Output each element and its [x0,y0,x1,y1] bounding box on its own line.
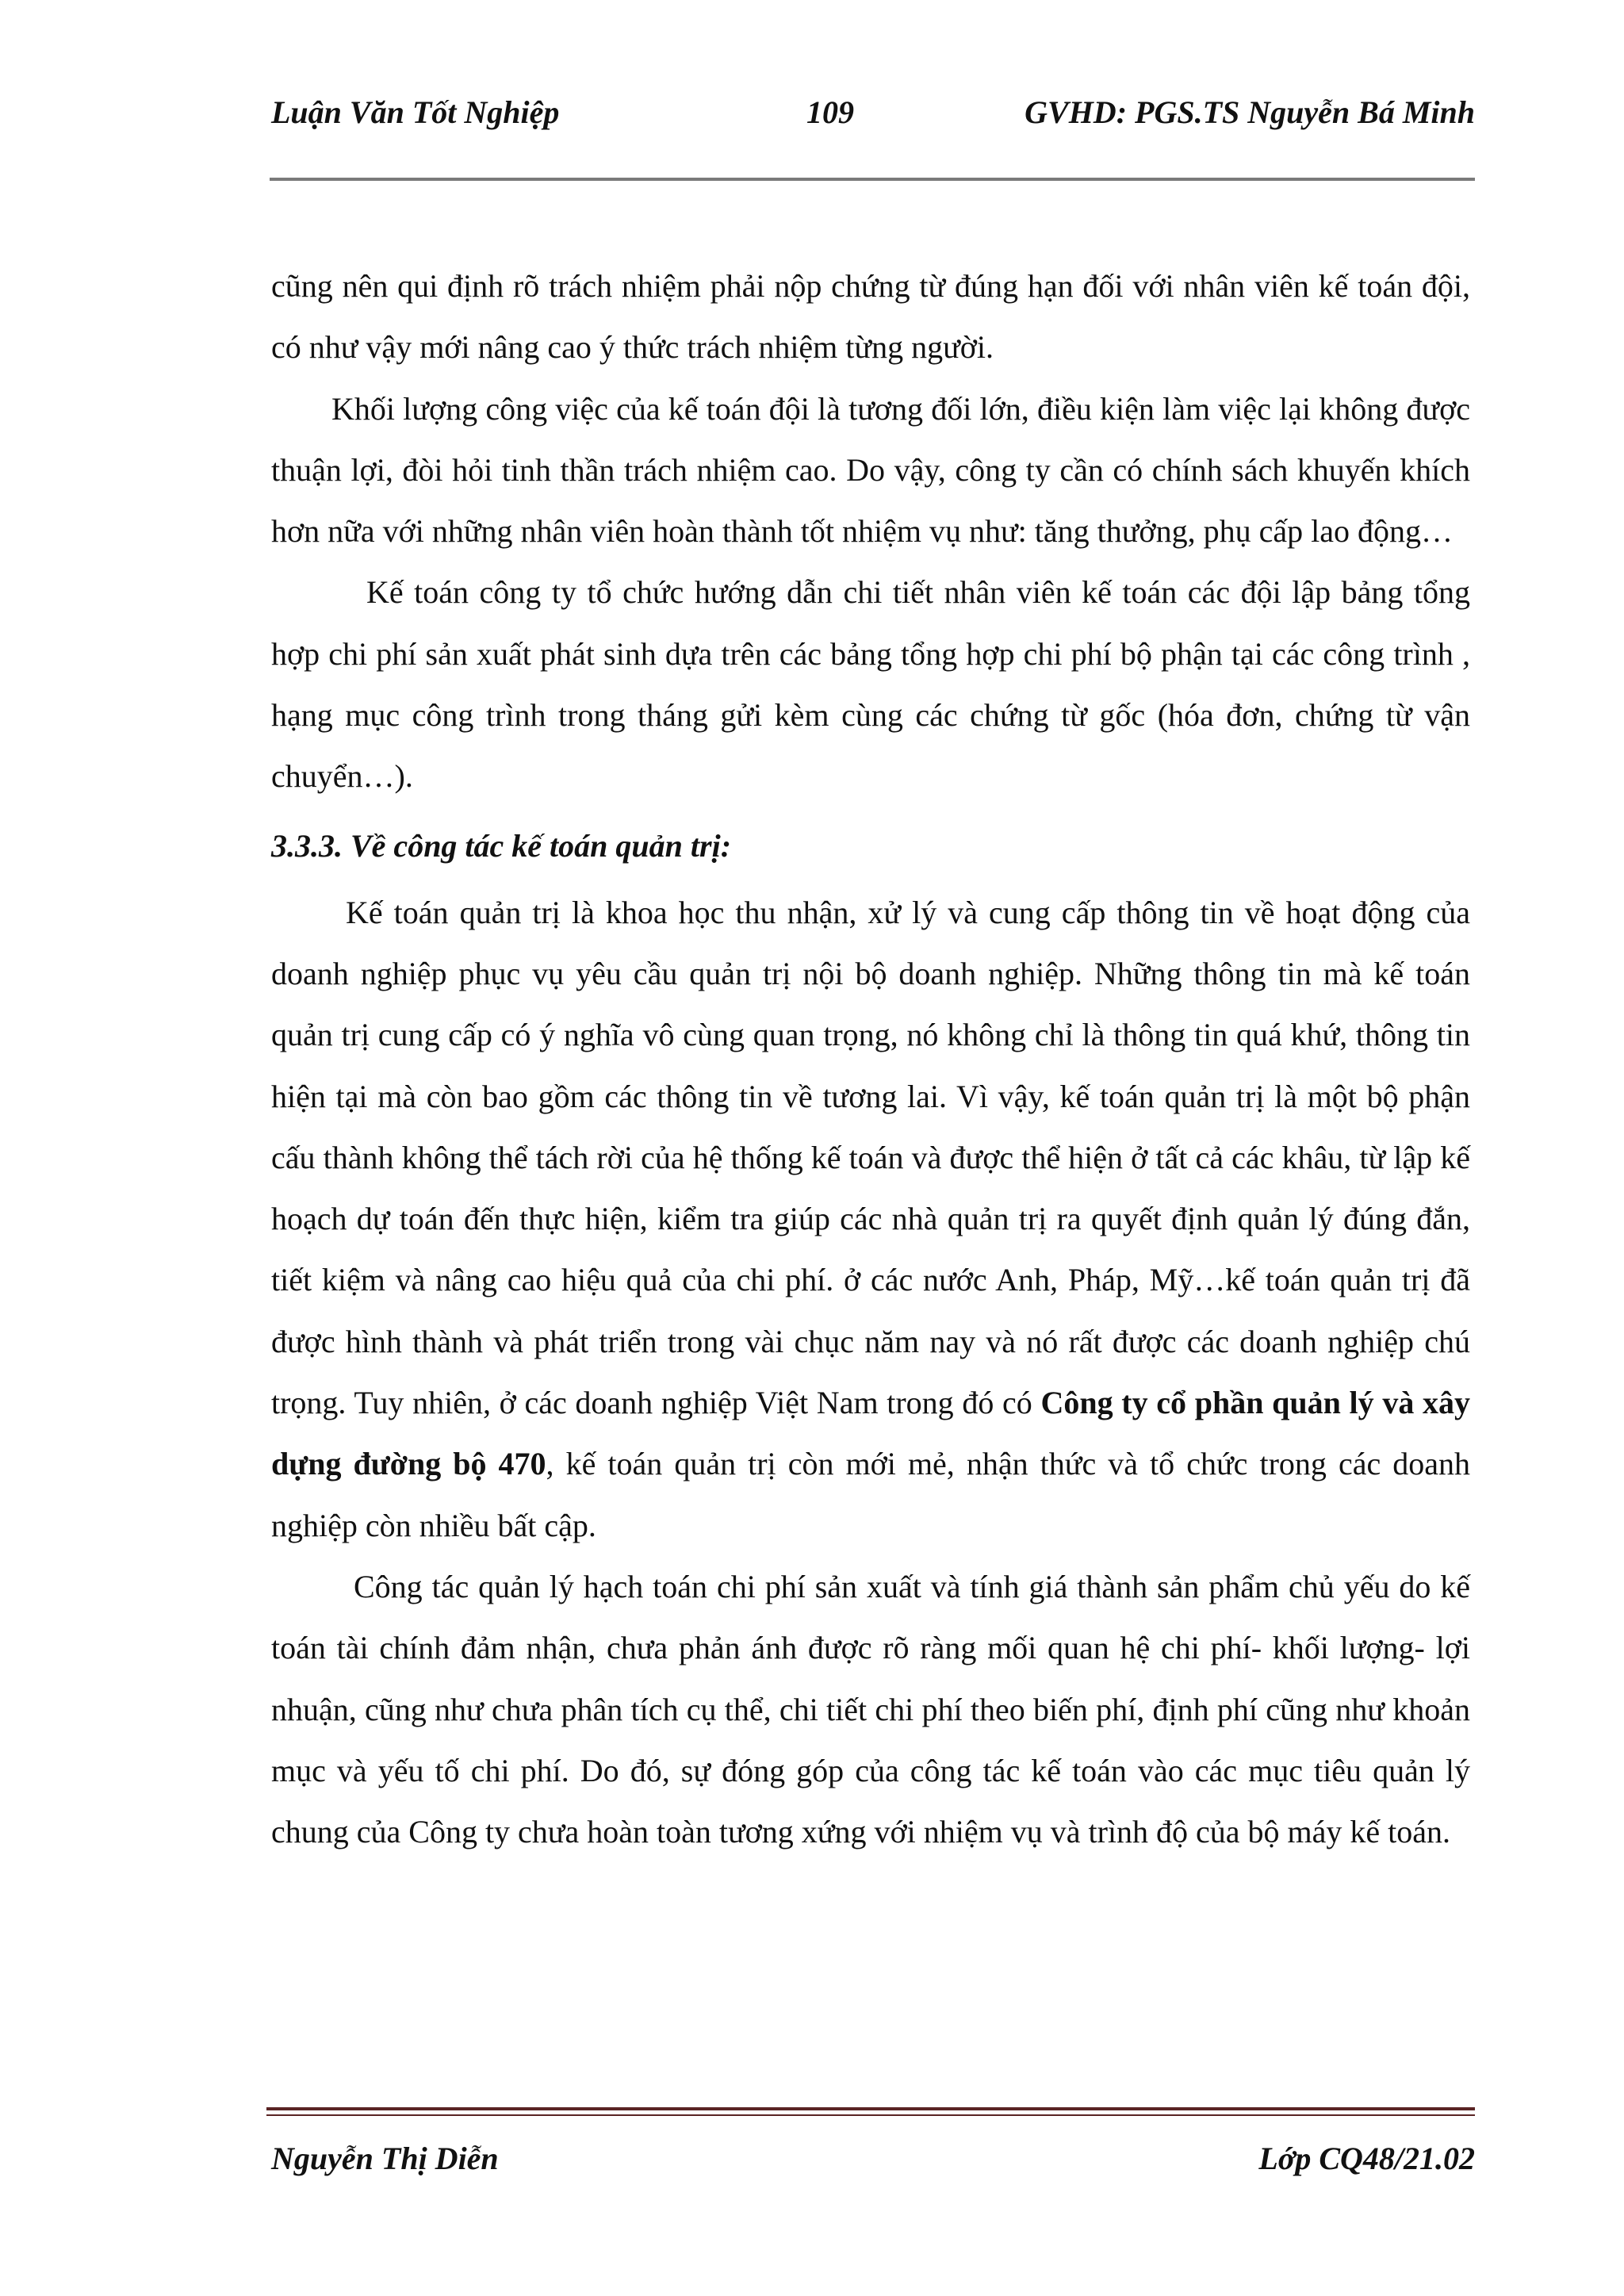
header-advisor: GVHD: PGS.TS Nguyễn Bá Minh [1025,94,1475,130]
paragraph-4-text-a: Kế toán quản trị là khoa học thu nhận, xử lý và cung cấp thông tin về hoạt động của doanh nghiệp phục vụ yêu cầu quản trị nội bộ doanh nghiệp. Những thông tin mà kế toán quản trị cung cấp có ý nghĩa vô cùng quan trọng, nó không chỉ là thông tin quá khứ, thông tin hiện tại mà còn bao gồm các thông tin về tương lai. Vì vậy, kế toán quản trị là một bộ phận cấu thành không thể tách rời của hệ thống kế toán và được thể hiện ở tất cả các khâu, từ lập kế hoạch dự toán đến thực hiện, kiểm tra giúp các nhà quản trị ra quyết định quản lý đúng đắn, tiết kiệm và nâng cao hiệu quả của chi phí. ở các nước Anh, Pháp, Mỹ…kế toán quản trị đã được hình thành và phát triển trong vài chục năm nay và nó rất được các doanh nghiệp chú trọng. Tuy nhiên, ở các doanh nghiệp Việt Nam trong đó có [271,894,1470,1421]
footer-divider-thin [266,2114,1475,2116]
footer-class: Lớp CQ48/21.02 [1258,2141,1475,2176]
paragraph-1: cũng nên qui định rõ trách nhiệm phải nộp chứng từ đúng hạn đối với nhân viên kế toán đội, có như vậy mới nâng cao ý thức trách nhiệm từng người. [271,268,1470,366]
paragraph-4-text-b: , kế toán quản trị còn mới mẻ, nhận thức và tổ chức trong các doanh nghiệp còn nhiều bất cập. [271,1446,1471,1543]
paragraph-2: Khối lượng công việc của kế toán đội là tương đối lớn, điều kiện làm việc lại không được thuận lợi, đòi hỏi tinh thần trách nhiệm cao. Do vậy, công ty cần có chính sách khuyến khích hơn nữa với những nhân viên hoàn thành tốt nhiệm vụ như: tăng thưởng, phụ cấp lao động… [271,390,1470,550]
document-body [271,255,1470,1862]
page-header [271,94,1475,141]
footer-divider-thick [266,2107,1475,2110]
paragraph-5: Công tác quản lý hạch toán chi phí sản xuất và tính giá thành sản phẩm chủ yếu do kế toán tài chính đảm nhận, chưa phản ánh được rõ ràng mối quan hệ chi phí- khối lượng- lợi nhuận, cũng như chưa phân tích cụ thể, chi tiết chi phí theo biến phí, định phí cũng như khoản mục và yếu tố chi phí. Do đó, sự đóng góp của công tác kế toán vào các mục tiêu quản lý chung của Công ty chưa hoàn toàn tương xứng với nhiệm vụ và trình độ của bộ máy kế toán. [271,1568,1470,1850]
page-footer [271,2140,1475,2187]
paragraph-3: Kế toán công ty tổ chức hướng dẫn chi tiết nhân viên kế toán các đội lập bảng tổng hợp chi phí sản xuất phát sinh dựa trên các bảng tổng hợp chi phí bộ phận tại các công trình , hạng mục công trình trong tháng gửi kèm cùng các chứng từ gốc (hóa đơn, chứng từ vận chuyển…). [271,574,1470,795]
header-divider [270,178,1475,181]
company-name: Công ty cổ phần quản lý và xây dựng đường bộ 470 [271,1385,1471,1482]
section-heading: 3.3.3. Về công tác kế toán quản trị: [271,827,732,864]
footer-author: Nguyễn Thị Diễn [271,2141,499,2176]
page-number: 109 [806,94,854,130]
header-title: Luận Văn Tốt Nghiệp [271,94,560,130]
paragraph-4 [271,882,1470,1556]
